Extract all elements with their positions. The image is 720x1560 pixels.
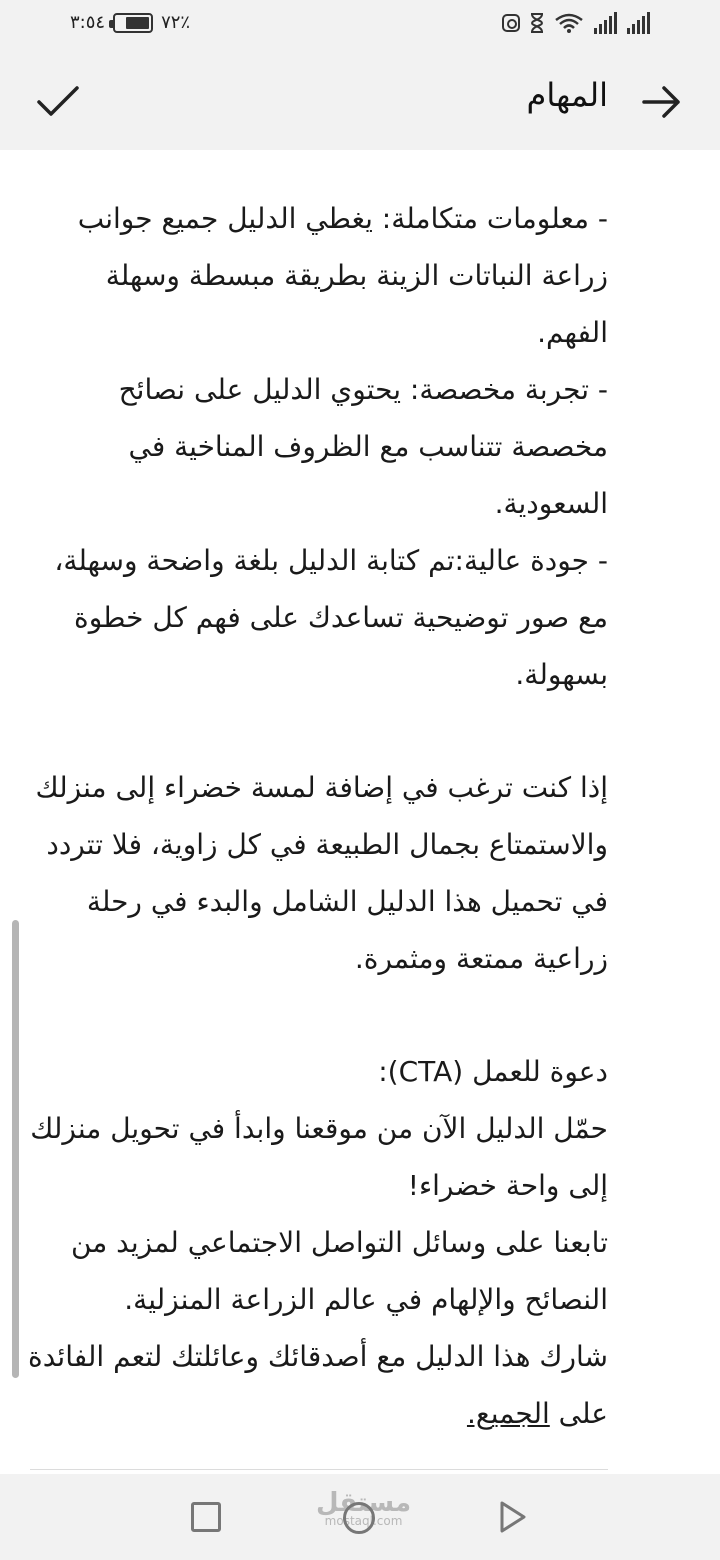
- paragraph-high-quality: - جودة عالية:تم كتابة الدليل بلغة واضحة وسهلة، مع صور توضيحية تساعدك على فهم كل خطوة بسهولة.: [54, 544, 608, 691]
- watermark-en: mostaql.com: [324, 1514, 403, 1528]
- status-left: [70, 12, 190, 33]
- cta-heading: دعوة للعمل (CTA):: [378, 1055, 608, 1088]
- status-right: [502, 12, 650, 34]
- battery-icon: [113, 13, 153, 33]
- page-title: المهام: [526, 76, 608, 114]
- paragraph-custom-experience: - تجربة مخصصة: يحتوي الدليل على نصائح مخصصة تتناسب مع الظروف المناخية في السعودية.: [118, 373, 608, 520]
- cta-share-underlined: الجميع.: [466, 1397, 550, 1430]
- back-icon[interactable]: [498, 1500, 528, 1534]
- wifi-icon: [554, 12, 584, 34]
- watermark-ar: مستقل: [316, 1488, 412, 1518]
- home-icon[interactable]: [343, 1502, 375, 1534]
- arrow-right-icon: [642, 85, 682, 119]
- instagram-icon: [502, 14, 520, 32]
- confirm-button[interactable]: [30, 78, 86, 126]
- back-button[interactable]: [634, 78, 690, 126]
- battery-level: [126, 17, 149, 29]
- cta-share: [28, 1328, 608, 1442]
- signal-4g-icon: [627, 12, 650, 34]
- divider: [30, 1469, 608, 1470]
- hourglass-icon: [530, 13, 544, 33]
- status-time: ٣:٥٤: [70, 12, 106, 33]
- app-bar: [0, 52, 720, 150]
- status-bar: [0, 0, 720, 52]
- signal-4g-icon: [594, 12, 617, 34]
- cta-download: حمّل الدليل الآن من موقعنا وابدأ في تحويل منزلك إلى واحة خضراء!: [30, 1112, 608, 1202]
- task-description[interactable]: [28, 190, 608, 1442]
- navigation-bar: [0, 1474, 720, 1560]
- paragraph-invitation: إذا كنت ترغب في إضافة لمسة خضراء إلى منزلك والاستمتاع بجمال الطبيعة في كل زاوية، فلا تتردد في تحميل هذا الدليل الشامل والبدء في رحلة زراعية ممتعة ومثمرة.: [35, 771, 608, 975]
- paragraph-integrated-info: - معلومات متكاملة: يغطي الدليل جميع جوانب زراعة النباتات الزينة بطريقة مبسطة وسهلة الفهم.: [77, 202, 608, 349]
- recent-apps-icon[interactable]: [191, 1502, 221, 1532]
- cta-follow: تابعنا على وسائل التواصل الاجتماعي لمزيد من النصائح والإلهام في عالم الزراعة المنزلية.: [70, 1226, 608, 1316]
- spacer: [28, 987, 608, 1043]
- battery-percent: ٧٢٪: [161, 12, 191, 33]
- scrollbar[interactable]: [12, 920, 19, 1378]
- spacer: [28, 703, 608, 759]
- cta-share-text: شارك هذا الدليل مع أصدقائك وعائلتك لتعم الفائدة على: [28, 1340, 608, 1430]
- checkmark-icon: [36, 85, 80, 119]
